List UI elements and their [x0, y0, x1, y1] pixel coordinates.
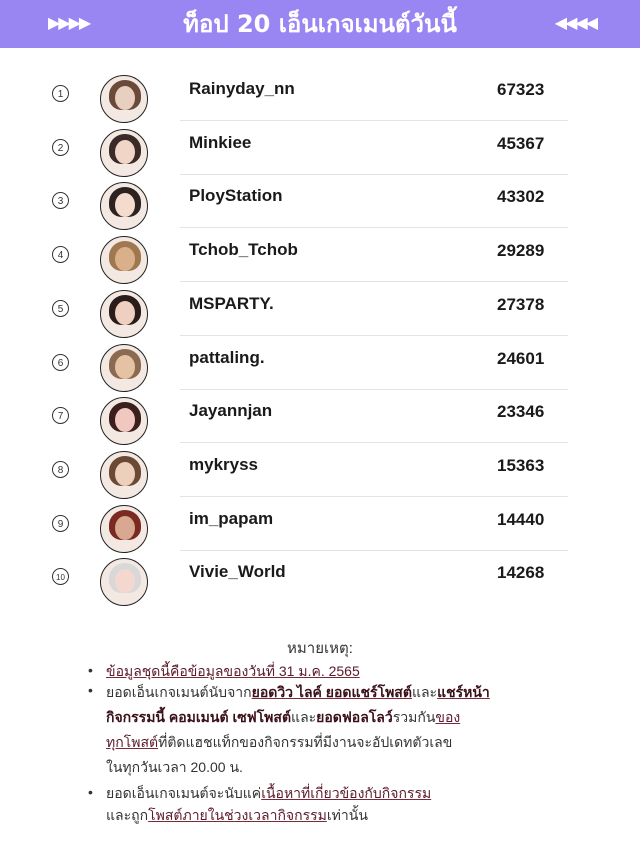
note-scope-underline: โพสต์ภายในช่วงเวลากิจกรรม — [148, 807, 327, 823]
row-divider — [180, 442, 568, 443]
note-engagement-part: ในทุกวันเวลา 20.00 น. — [106, 759, 243, 775]
row-divider — [180, 174, 568, 175]
header-banner — [0, 0, 640, 48]
rank-badge: 8 — [52, 461, 69, 478]
note-engagement-part: ที่ติดแฮชแท็กของกิจกรรมที่มีงานจะอัปเดทตัวเลข — [158, 734, 453, 750]
engagement-score: 24601 — [497, 349, 545, 368]
username: im_papam — [189, 509, 274, 528]
page-title: ท็อป 20 เอ็นเกจเมนต์วันนี้ — [183, 10, 457, 38]
note-engagement-bold: กิจกรรมนี้ คอมเมนต์ เซฟโพสต์ — [106, 709, 292, 725]
avatar — [100, 451, 148, 499]
avatar-face-shape — [115, 193, 135, 217]
avatar-face-shape — [115, 140, 135, 164]
engagement-score: 14268 — [497, 563, 545, 582]
avatar-face-shape — [115, 86, 135, 110]
note-engagement-part: และ — [291, 709, 317, 725]
row-divider — [180, 389, 568, 390]
avatar-face-shape — [115, 462, 135, 486]
note-scope-part: เท่านั้น — [326, 807, 368, 823]
username: Tchob_Tchob — [189, 240, 298, 259]
rank-badge: 10 — [52, 568, 69, 585]
rank-badge: 4 — [52, 246, 69, 263]
note-date-text: ข้อมูลชุดนี้คือข้อมูลของวันที่ 31 ม.ค. 2565 — [106, 663, 360, 679]
leaderboard-row — [0, 558, 640, 612]
username: mykryss — [189, 455, 259, 474]
row-divider — [180, 550, 568, 551]
row-divider — [180, 227, 568, 228]
avatar — [100, 558, 148, 606]
rank-badge: 5 — [52, 300, 69, 317]
note-engagement-part: และ — [411, 684, 438, 700]
engagement-score: 27378 — [497, 295, 545, 314]
note-engagement-bold: แชร์หน้า — [437, 684, 490, 700]
username: Vivie_World — [189, 562, 286, 581]
note-scope-underline: เนื้อหาที่เกี่ยวข้องกับกิจกรรม — [261, 785, 432, 801]
rank-badge: 7 — [52, 407, 69, 424]
avatar — [100, 290, 148, 338]
row-divider — [180, 335, 568, 336]
avatar-face-shape — [115, 408, 135, 432]
engagement-score: 14440 — [497, 510, 545, 529]
avatar — [100, 505, 148, 553]
avatar — [100, 397, 148, 445]
note-engagement-underline: ของ — [435, 709, 461, 725]
avatar-face-shape — [115, 247, 135, 271]
note-scope — [106, 782, 586, 826]
row-divider — [180, 496, 568, 497]
engagement-score: 15363 — [497, 456, 545, 475]
row-divider — [180, 281, 568, 282]
left-arrows-decoration: ▶▶▶▶ — [48, 15, 90, 32]
row-divider — [180, 120, 568, 121]
avatar — [100, 129, 148, 177]
rank-badge: 1 — [52, 85, 69, 102]
username: Rainyday_nn — [189, 79, 295, 98]
rank-badge: 9 — [52, 515, 69, 532]
avatar-face-shape — [115, 569, 135, 593]
note-engagement-part: ยอดเอ็นเกจเมนต์นับจาก — [106, 684, 252, 700]
avatar-face-shape — [115, 301, 135, 325]
avatar — [100, 236, 148, 284]
notes-title: หมายเหตุ: — [287, 640, 353, 657]
avatar — [100, 182, 148, 230]
avatar-face-shape — [115, 355, 135, 379]
note-scope-part: ยอดเอ็นเกจเมนต์จะนับแค่ — [106, 785, 262, 801]
note-engagement-part: รวมกัน — [392, 709, 436, 725]
engagement-score: 23346 — [497, 402, 545, 421]
note-engagement — [106, 680, 576, 780]
note-engagement-bold: ยอดฟอลโลว์ — [316, 709, 393, 725]
username: pattaling. — [189, 348, 265, 367]
username: MSPARTY. — [189, 294, 274, 313]
rank-badge: 2 — [52, 139, 69, 156]
engagement-score: 29289 — [497, 241, 545, 260]
bullet-1: • — [88, 662, 93, 678]
username: Jayannjan — [189, 401, 273, 420]
avatar — [100, 75, 148, 123]
engagement-score: 45367 — [497, 134, 545, 153]
bullet-2: • — [88, 682, 93, 698]
note-engagement-underline: ทุกโพสต์ — [106, 734, 159, 750]
note-date — [106, 660, 586, 682]
rank-badge: 3 — [52, 192, 69, 209]
username: Minkiee — [189, 133, 252, 152]
engagement-score: 43302 — [497, 187, 545, 206]
note-scope-part: และถูก — [106, 807, 149, 823]
username: PloyStation — [189, 186, 283, 205]
engagement-score: 67323 — [497, 80, 545, 99]
right-arrows-decoration: ◀◀◀◀ — [554, 15, 596, 32]
rank-badge: 6 — [52, 354, 69, 371]
avatar — [100, 344, 148, 392]
note-engagement-bold: ยอดวิว ไลค์ ยอดแชร์โพสต์ — [251, 684, 412, 700]
bullet-3: • — [88, 784, 93, 800]
avatar-face-shape — [115, 516, 135, 540]
